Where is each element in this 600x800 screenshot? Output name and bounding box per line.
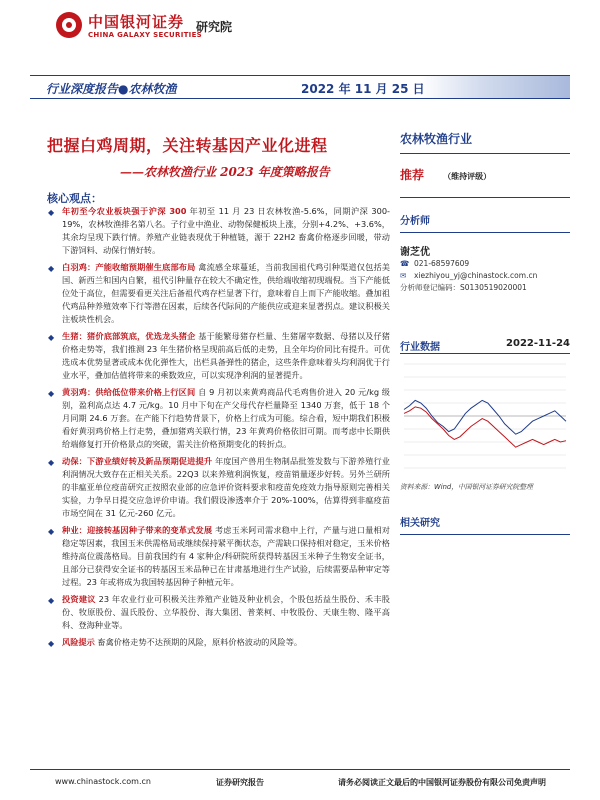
research-dept-label: 研究院 — [196, 20, 233, 34]
analyst-phone — [400, 258, 570, 270]
rating-row — [400, 164, 570, 198]
report-header — [0, 0, 600, 62]
chart-date: 2022-11-24 — [506, 338, 570, 349]
view-paragraph — [48, 330, 390, 382]
bullet-icon: ◆ — [48, 458, 55, 467]
email-link[interactable]: xiezhiyou_yj@chinastock.com.cn — [414, 271, 538, 280]
view-text: 自 9 月初以来黄鸡商品代毛鸡售价进入 20 元/kg 级别，盈利高点达 4.7 元/kg。10 月中下旬在产父母代存栏量降至 1340 万套，低于 18 个月同期 24.6 万套。在产能下行趋势背景下，价格上行成为可能。综合看，短中期我们积极看好黄羽鸡价格上行走势，叠加猪鸡关联行情，23 年黄鸡价格依旧可期。而考虑中长期供给端修复打开价格景点的突破，需关注价格预期变化的转折点。 — [62, 387, 390, 449]
view-text: 考虑玉米阿司需求稳中上行，产量与进口量相对稳定等因素，我国玉米供需格局或继续保持紧平衡状态，产需缺口保持相对稳定，玉米价格维持高位震荡格局。目前我国约有 4 家种企/科研院所获得转基因玉米种子生物安全证书，且部分已获得安全证书的转基因玉米品种已在甘肃基地进行生产试验，后续需要品种审定等过程。23 年或将成为我国转基因种子种植元年。 — [62, 525, 390, 587]
bullet-icon: ◆ — [48, 639, 55, 648]
view-heading: 投资建议 — [62, 594, 96, 604]
view-heading: 黄羽鸡：供给低位带来价格上行区间 — [62, 387, 196, 397]
bullet-icon: ◆ — [48, 208, 55, 217]
right-sidebar — [400, 130, 570, 535]
view-paragraph — [48, 593, 390, 632]
report-subtitle: ——农林牧渔行业 2023 年度策略报告 — [120, 165, 330, 179]
analyst-license: 分析师登记编码：S0130519020001 — [400, 283, 527, 292]
email-icon: ✉ — [400, 271, 407, 280]
analyst-email — [400, 270, 570, 282]
view-text: 基于能繁母猪存栏量、生猪屠宰数据、母猪以及仔猪价格走势等，我们推测 23 年生猪价格呈现前高后低的走势，且全年均价同比有提升。可优选成本优势显著或成本优化弹性大，出栏具备弹性的猪企，这些条件意味着头均利润优于行业水平，叠加估值将带来的乘数效应，可以实现净利润的显著提升。 — [62, 331, 390, 380]
view-heading: 年初至今农业板块强于沪深 300 — [62, 206, 187, 216]
view-paragraph — [48, 455, 390, 520]
view-heading: 生猪：猪价底部筑底，优选龙头猪企 — [62, 331, 196, 341]
report-type-label: 行业深度报告●农林牧渔 — [46, 82, 177, 96]
view-heading: 风险提示 — [62, 637, 95, 647]
chart-source: 资料来源：Wind，中国银河证券研究院整理 — [400, 483, 533, 491]
phone-icon: ☎ — [400, 259, 410, 268]
view-paragraph — [48, 636, 390, 649]
report-date: 2022 年 11 月 25 日 — [301, 82, 425, 96]
chart-header — [400, 338, 570, 354]
band-gradient-decoration — [420, 76, 570, 98]
view-text: 畜禽价格走势不达预期的风险，原料价格波动的风险等。 — [97, 637, 303, 647]
report-title: 把握白鸡周期，关注转基因产业化进程 — [47, 136, 328, 155]
view-text: 年度国产兽用生物制品批签发数与下游养殖行业利润情况大致存在正相关关系。22Q3 以来养殖利润恢复，疫苗销量逐步好转。另外兰研所的非瘟亚单位疫苗研究正按照农业部的应急评价资料要求和疫苗免疫效力指导原则完善相关实验，力争早日提交应急评价申请。我们假设渗透率介于 20%-100%，估算得到非瘟疫苗市场空间在 31 亿元-260 亿元。 — [62, 456, 390, 518]
view-paragraph — [48, 261, 390, 326]
view-heading: 动保：下游业绩好转及新品预期促进提升 — [62, 456, 213, 466]
view-paragraph — [48, 205, 390, 257]
rating-value: 推荐 — [400, 168, 425, 182]
industry-name: 农林牧渔行业 — [400, 130, 570, 154]
bullet-icon: ◆ — [48, 333, 55, 342]
industry-chart — [400, 358, 570, 474]
related-research-heading: 相关研究 — [400, 514, 570, 535]
view-heading: 白羽鸡：产能收缩预期催生底部布局 — [62, 262, 196, 272]
core-views-label: 核心观点： — [47, 192, 102, 205]
brand-name-cn: 中国银河证券 — [88, 13, 185, 31]
chart-series-line-2 — [404, 407, 566, 447]
report-type-band — [30, 75, 570, 99]
view-paragraph — [48, 386, 390, 451]
chart-heading: 行业数据 — [400, 342, 440, 353]
bullet-icon: ◆ — [48, 596, 55, 605]
view-text: 禽流感全球蔓延，当前我国祖代鸡引种渠道仅包括美国、新西兰和国内自繁，祖代引种量存在较大不确定性，供给端收缩初现端倪。当下产能低位处于高位，但需要看更关注后备祖代鸡存栏显著下行，意味着自上而下产能收缩。叠加祖代鸡品种养殖效率下行等潜在因素，后续各代际间的产能供应或迎来显著拐点。建议积极关注板块性机会。 — [62, 262, 390, 324]
core-views-body — [48, 205, 390, 653]
footer-disclaimer: 请务必阅读正文最后的中国银河证券股份有限公司免责声明 — [338, 778, 546, 787]
view-text: 年初至 11 月 23 日农林牧渔-5.6%，同期沪深 300-19%，农林牧渔排名第八名。子行业中渔业、动物保健板块上涨，分别+4.2%、+3.6%，其余均呈现下跌行情。养殖产业链表现优于种植链，源于 22H2 畜禽价格逐步回暖，带动下游饲料、动保行情好转。 — [62, 206, 390, 255]
analyst-name: 谢芝优 — [400, 247, 430, 258]
bullet-icon: ◆ — [48, 389, 55, 398]
footer-url[interactable]: www.chinastock.com.cn — [55, 777, 151, 786]
phone-number: 021-68597609 — [414, 259, 470, 268]
bullet-icon: ◆ — [48, 264, 55, 273]
bullet-icon: ◆ — [48, 527, 55, 536]
brand-name-en: CHINA GALAXY SECURITIES — [88, 31, 202, 39]
view-paragraph — [48, 524, 390, 589]
view-heading: 种业：迎接转基因种子带来的变革式发展 — [62, 525, 213, 535]
galaxy-logo-icon — [56, 12, 82, 38]
chart-series — [404, 400, 566, 447]
chart-grid — [404, 364, 566, 468]
footer-label: 证券研究报告 — [216, 778, 264, 787]
rating-note: （维持评级） — [443, 172, 492, 181]
page-footer — [30, 769, 570, 793]
view-text: 23 年农业行业可积极关注养殖产业链及种业机会，个股包括益生股份、禾丰股份、牧原股份、温氏股份、立华股份、海大集团、普莱柯、中牧股份、天康生物、隆平高科、登海种业等。 — [62, 594, 390, 630]
analyst-heading: 分析师 — [400, 212, 570, 233]
